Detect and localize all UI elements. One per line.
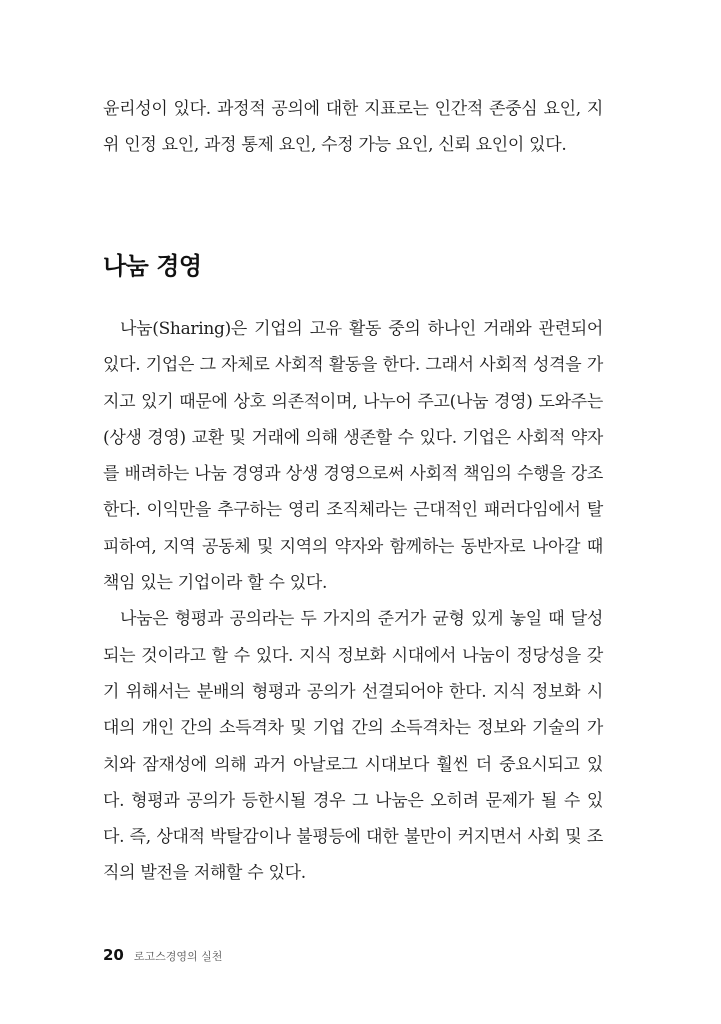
- section-heading: 나눔 경영: [103, 252, 202, 280]
- section-body: [103, 311, 603, 892]
- body-paragraph-1: 나눔(Sharing)은 기업의 고유 활동 중의 하나인 거래와 관련되어 있다. 기업은 그 자체로 사회적 활동을 한다. 그래서 사회적 성격을 가지고 있기 때문에 상호 의존적이며, 나누어 주고(나눔 경영) 도와주는 (상생 경영) 교환 및 거래에 의해 생존할 수 있다. 기업은 사회적 약자를 배려하는 나눔 경영과 상생 경영으로써 사회적 책임의 수행을 강조한다. 이익만을 추구하는 영리 조직체라는 근대적인 패러다임에서 탈피하여, 지역 공동체 및 지역의 약자와 함께하는 동반자로 나아갈 때 책임 있는 기업이라 할 수 있다.: [103, 319, 603, 594]
- intro-text: [103, 91, 603, 164]
- running-title: 로고스경영의 실천: [133, 950, 223, 963]
- page-footer: [103, 946, 222, 964]
- intro-paragraph: 윤리성이 있다. 과정적 공의에 대한 지표로는 인간적 존중심 요인, 지위 인정 요인, 과정 통제 요인, 수정 가능 요인, 신뢰 요인이 있다.: [103, 99, 603, 156]
- body-paragraph-2: 나눔은 형평과 공의라는 두 가지의 준거가 균형 있게 놓일 때 달성되는 것이라고 할 수 있다. 지식 정보화 시대에서 나눔이 정당성을 갖기 위해서는 분배의 형평과 공의가 선결되어야 한다. 지식 정보화 시대의 개인 간의 소득격차 및 기업 간의 소득격차는 정보와 기술의 가치와 잠재성에 의해 과거 아날로그 시대보다 훨씬 더 중요시되고 있다. 형평과 공의가 등한시될 경우 그 나눔은 오히려 문제가 될 수 있다. 즉, 상대적 박탈감이나 불평등에 대한 불만이 커지면서 사회 및 조직의 발전을 저해할 수 있다.: [103, 609, 603, 884]
- page-number: 20: [103, 946, 124, 964]
